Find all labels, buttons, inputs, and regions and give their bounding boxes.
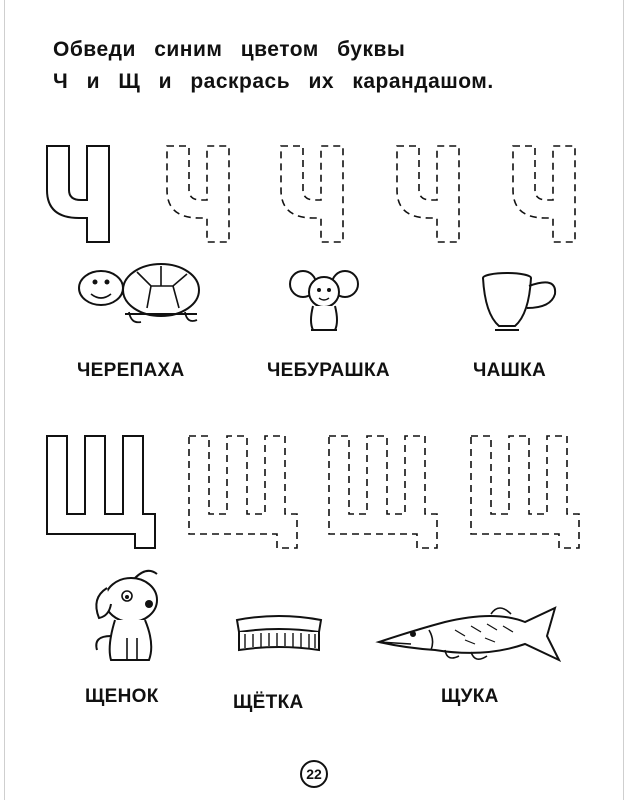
page-number: 22 (300, 760, 328, 788)
word-pike: ЩУКА (441, 686, 499, 707)
cup-icon (475, 270, 565, 336)
letter-che-trace-1[interactable] (167, 146, 229, 242)
pike-fish-icon (375, 600, 561, 670)
word-puppy: ЩЕНОК (85, 686, 159, 707)
puppy-icon (87, 566, 169, 666)
letter-che-trace-4[interactable] (513, 146, 575, 242)
word-brush: ЩЁТКА (233, 692, 304, 713)
letter-shcha-trace-1[interactable] (189, 436, 297, 548)
word-cheburashka: ЧЕБУРАШКА (267, 360, 390, 381)
letter-che-trace-3[interactable] (397, 146, 459, 242)
brush-icon (231, 612, 327, 660)
letter-che-solid (47, 146, 109, 242)
word-cup: ЧАШКА (473, 360, 546, 381)
instruction-line-1: Обведи синим цветом буквы (53, 38, 406, 61)
word-turtle: ЧЕРЕПАХА (77, 360, 185, 381)
letter-che-trace-2[interactable] (281, 146, 343, 242)
letter-tracing-area (5, 0, 625, 800)
letter-shcha-trace-3[interactable] (471, 436, 579, 548)
turtle-icon (75, 256, 205, 326)
cheburashka-icon (289, 264, 359, 334)
letter-shcha-trace-2[interactable] (329, 436, 437, 548)
letter-shcha-solid (47, 436, 155, 548)
workbook-page (4, 0, 624, 800)
instruction-line-2: Ч и Щ и раскрась их карандашом. (53, 70, 494, 93)
